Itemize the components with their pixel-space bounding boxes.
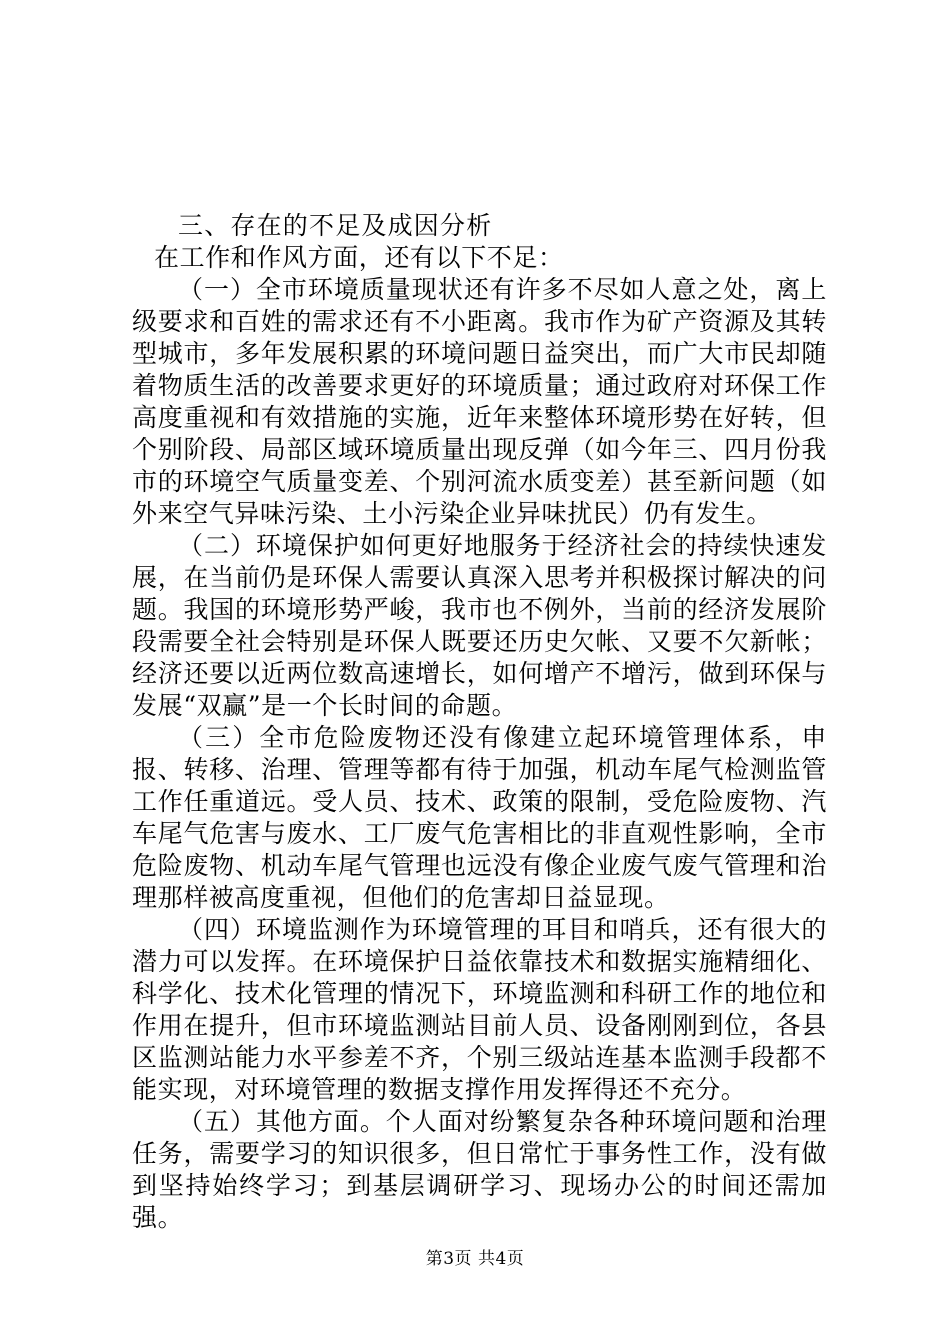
document-body (132, 210, 827, 1234)
paragraph-4: （四）环境监测作为环境管理的耳目和哨兵，还有很大的潜力可以发挥。在环境保护日益依靠技术和数据实施精细化、科学化、技术化管理的情况下，环境监测和科研工作的地位和作用在提升，但市环境监测站目前人员、设备刚刚到位，各县区监测站能力水平参差不齐，个别三级站连基本监测手段都不能实现，对环境管理的数据支撑作用发挥得还不充分。 (132, 915, 827, 1104)
intro-paragraph: 在工作和作风方面，还有以下不足： (154, 243, 564, 272)
paragraph-2: （二）环境保护如何更好地服务于经济社会的持续快速发展，在当前仍是环保人需要认真深入思考并积极探讨解决的问题。我国的环境形势严峻，我市也不例外，当前的经济发展阶段需要全社会特别是环保人既要还历史欠帐、又要不欠新帐；经济还要以近两位数高速增长，如何增产不增污，做到环保与发展“双赢”是一个长时间的命题。 (132, 531, 827, 720)
paragraph-3: （三）全市危险废物还没有像建立起环境管理体系，申报、转移、治理、管理等都有待于加强，机动车尾气检测监管工作任重道远。受人员、技术、政策的限制，受危险废物、汽车尾气危害与废水、工厂废气危害相比的非直观性影响，全市危险废物、机动车尾气管理也远没有像企业废气废气管理和治理那样被高度重视，但他们的危害却日益显现。 (132, 723, 827, 912)
paragraph-1: （一）全市环境质量现状还有许多不尽如人意之处，离上级要求和百姓的需求还有不小距离。我市作为矿产资源及其转型城市，多年发展积累的环境问题日益突出，而广大市民却随着物质生活的改善要求更好的环境质量；通过政府对环保工作高度重视和有效措施的实施，近年来整体环境形势在好转，但个别阶段、局部区域环境质量出现反弹（如今年三、四月份我市的环境空气质量变差、个别河流水质变差）甚至新问题（如外来空气异味污染、土小污染企业异味扰民）仍有发生。 (132, 275, 827, 528)
paragraph-5: （五）其他方面。个人面对纷繁复杂各种环境问题和治理任务，需要学习的知识很多，但日常忙于事务性工作，没有做到坚持始终学习；到基层调研学习、现场办公的时间还需加强。 (132, 1107, 827, 1232)
section-heading: 三、存在的不足及成因分析 (178, 211, 493, 240)
page-number-footer: 第3页 共4页 (425, 1249, 525, 1269)
